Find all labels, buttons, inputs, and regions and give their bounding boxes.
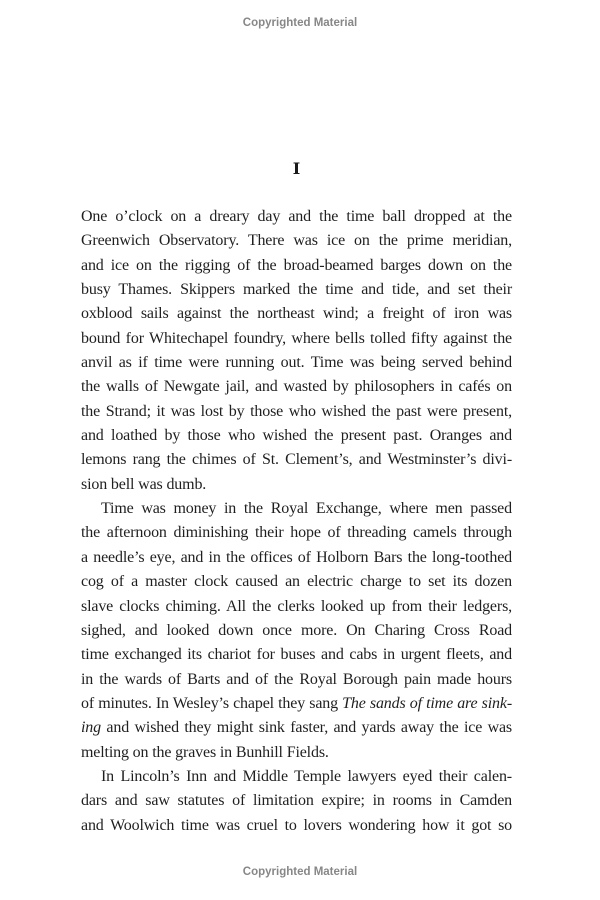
text-segment: cog of a master clock caused an electric charge to set its dozen (81, 573, 512, 591)
copyright-notice-bottom: Copyrighted Material (242, 866, 358, 878)
text-segment: slave clocks chiming. All the clerks looked up from their ledgers, (81, 597, 512, 615)
text-segment: One o’clock on a dreary day and the time ball dropped at the (81, 208, 512, 225)
text-segment: oxblood sails against the northeast wind; a freight of iron was (81, 305, 512, 323)
text-segment: and ice on the rigging of the broad-beamed barges down on the (81, 256, 512, 274)
text-line (81, 327, 512, 351)
text-line (81, 448, 512, 472)
text-line (81, 473, 512, 497)
text-segment: the Strand; it was lost by those who wished the past were present, (81, 402, 512, 420)
italic-text-segment: ing (81, 719, 101, 737)
text-segment: and wished they might sink faster, and yards away the ice was (101, 719, 512, 737)
text-segment: melting on the graves in Bunhill Fields. (81, 743, 329, 761)
text-segment: a needle’s eye, and in the offices of Holborn Bars the long-toothed (81, 548, 512, 566)
text-line (81, 229, 512, 253)
text-segment: busy Thames. Skippers marked the time and tide, and set their (81, 281, 512, 299)
text-line (81, 546, 512, 570)
italic-text-segment: The sands of time are sink- (342, 694, 513, 712)
text-line (81, 254, 512, 278)
text-segment: sion bell was dumb. (81, 475, 207, 493)
text-segment: in the wards of Barts and of the Royal Borough pain made hours (81, 670, 512, 688)
text-segment: bound for Whitechapel foundry, where bells tolled fifty against the (81, 329, 512, 347)
text-segment: In Lincoln’s Inn and Middle Temple lawyers eyed their calen- (101, 767, 512, 785)
text-segment: Time was money in the Royal Exchange, where men passed (101, 500, 512, 518)
text-segment: dars and saw statutes of limitation expire; in rooms in Camden (81, 792, 512, 810)
text-line (81, 400, 512, 424)
text-line (81, 302, 512, 326)
text-segment: the afternoon diminishing their hope of threading camels through (81, 524, 512, 542)
text-line (81, 595, 512, 619)
text-segment: anvil as if time were running out. Time was being served behind (81, 354, 512, 372)
text-line (81, 351, 512, 375)
text-line (81, 643, 512, 667)
text-segment: sighed, and looked down once more. On Charing Cross Road (81, 621, 512, 639)
text-line (81, 789, 512, 813)
text-segment: time exchanged its chariot for buses and cabs in urgent fleets, and (81, 646, 512, 664)
text-segment: Greenwich Observatory. There was ice on the prime meridian, (81, 232, 512, 250)
text-segment: lemons rang the chimes of St. Clement’s, and Westminster’s divi- (81, 451, 512, 469)
text-line (81, 619, 512, 643)
text-segment: and loathed by those who wished the present past. Oranges and (81, 427, 512, 445)
text-line (81, 570, 512, 594)
text-line (81, 205, 512, 229)
text-line (81, 741, 512, 765)
text-line (81, 668, 512, 692)
copyright-notice-top: Copyrighted Material (242, 17, 358, 29)
chapter-number: I (292, 159, 301, 178)
text-segment: and Woolwich time was cruel to lovers wondering how it got so (81, 816, 512, 834)
text-line (81, 424, 512, 448)
text-line (81, 716, 512, 740)
text-segment: the walls of Newgate jail, and wasted by philosophers in cafés on (81, 378, 512, 396)
text-line (81, 692, 512, 716)
text-line (81, 497, 512, 521)
body-text (81, 205, 512, 838)
text-line (81, 765, 512, 789)
text-line (81, 375, 512, 399)
text-line (81, 814, 512, 838)
text-line (81, 521, 512, 545)
text-line (81, 278, 512, 302)
text-segment: of minutes. In Wesley’s chapel they sang (81, 694, 343, 712)
